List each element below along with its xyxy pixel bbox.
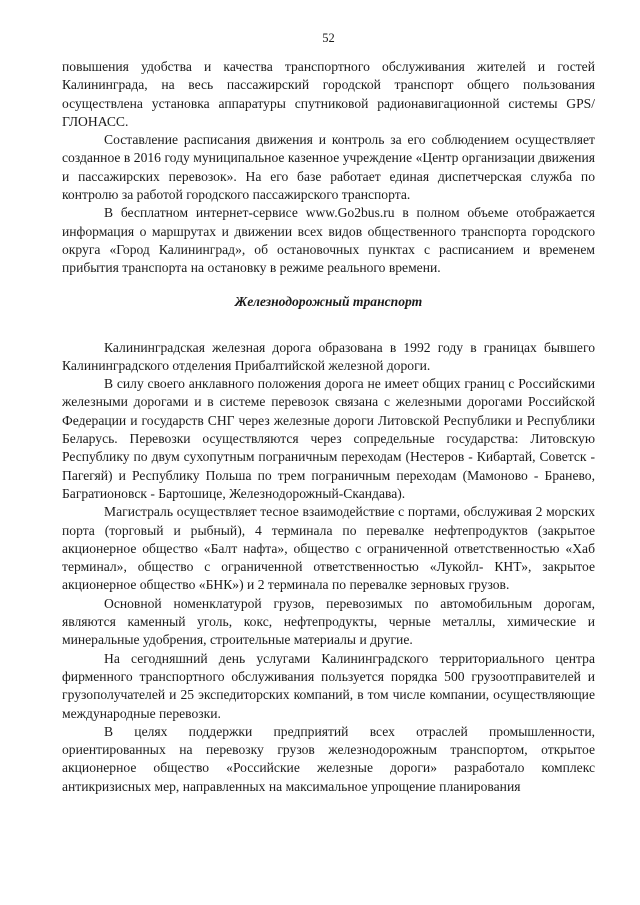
paragraph: В бесплатном интернет-сервисе www.Go2bus.ru в полном объеме отображается информация о маршрутах и движении всех видов общественного транспорта городского округа «Город Калининград», об остановочных пунктах с расписанием и временем прибытия транспорта на остановку в режиме реального времени.: [62, 205, 595, 276]
paragraph: Составление расписания движения и контроль за его соблюдением осуществляет созданное в 2016 году муниципальное казенное учреждение «Центр организации движения и пассажирских перевозок». На его базе работает единая диспетчерская служба по контролю за работой городского пассажирского транспорта.: [62, 132, 595, 203]
paragraph: Магистраль осуществляет тесное взаимодействие с портами, обслуживая 2 морских порта (торговый и рыбный), 4 терминала по перевалке нефтепродуктов (закрытое акционерное общество «Балт нафта», общество с ограниченной ответственностью «Хаб терминал», общество с ограниченной ответственностью «Лукойл- КНТ», закрытое акционерное общество «БНК») и 2 терминала по перевалке зерновых грузов.: [62, 504, 595, 593]
paragraph: На сегодняшний день услугами Калининградского территориального центра фирменного транспортного обслуживания пользуется порядка 500 грузоотправителей и грузополучателей и 25 экспедиторских компаний, в том числе компании, осуществляющие международные перевозки.: [62, 650, 595, 721]
paragraph: В силу своего анклавного положения дорога не имеет общих границ с Российскими железными дорогами и в системе перевозок связана с железными дорогами Российской Федерации и государств СНГ через железные дороги Литовской Республики и Республики Беларусь. Перевозки осуществляются через сопредельные государства: Литовскую Республику по двум сухопутным пограничным переходам (Нестеров - Кибартай, Советск - Пагегяй) и Республику Польша по трем пограничным переходам (Мамоново - Бранево, Багратионовск - Бартошице, Железнодорожный-Скандава).: [62, 376, 595, 501]
paragraph: Калининградская железная дорога образована в 1992 году в границах бывшего Калининградского отделения Прибалтийской железной дороги.: [62, 339, 595, 373]
paragraph-continuation: повышения удобства и качества транспортного обслуживания жителей и гостей Калининграда, на весь пассажирский городской транспорт общего пользования осуществлена установка аппаратуры спутниковой радионавигационной системы GPS/ГЛОНАСС.: [62, 59, 595, 129]
paragraph: Основной номенклатурой грузов, перевозимых по автомобильным дорогам, являются каменный уголь, кокс, нефтепродукты, черные металлы, химические и минеральные удобрения, строительные материалы и другие.: [62, 595, 595, 648]
paragraph: В целях поддержки предприятий всех отраслей промышленности, ориентированных на перевозку грузов железнодорожным транспортом, открытое акционерное общество «Российские железные дороги» разработало комплекс антикризисных мер, направленных на максимальное упрощение планирования: [62, 723, 595, 794]
section-heading: Железнодорожный транспорт: [234, 293, 423, 309]
page-number: 52: [322, 31, 335, 45]
